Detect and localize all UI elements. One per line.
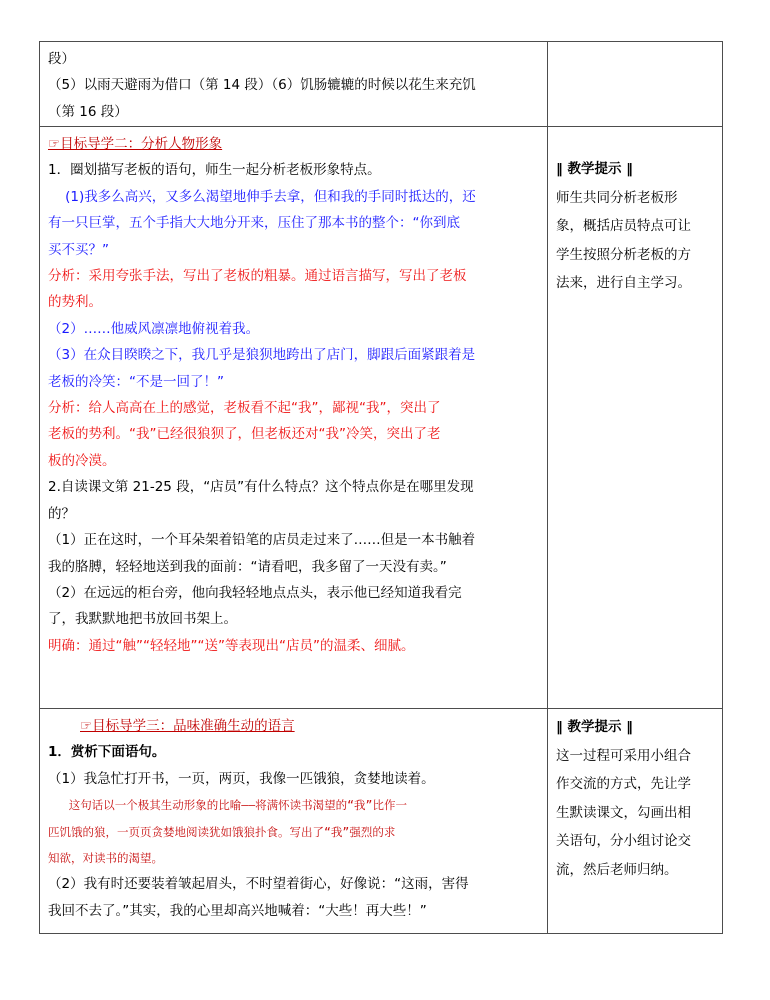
tip-cell (548, 42, 723, 127)
table-row (40, 127, 723, 709)
quote-line: 有一只巨掌，五个手指大大地分开来，压住了那本书的整个：“你到底 (48, 215, 460, 232)
clerk-line: （2）在远远的柜台旁，他向我轻轻地点点头，表示他已经知道我看完 (48, 584, 462, 601)
question-1: 1．赏析下面语句。 (48, 744, 166, 761)
teaching-tip-line: 作交流的方式，先让学 (556, 776, 691, 792)
teaching-tip-line: 流，然后老师归纳。 (556, 861, 678, 878)
conclusion-line: 明确：通过“触”“轻轻地”“送”等表现出“店员”的温柔、细腻。 (48, 637, 415, 654)
content-cell (40, 127, 548, 709)
table-row (40, 42, 723, 127)
sentence-line: 我回不去了。”其实，我的心里却高兴地喊着：“大些！再大些！” (48, 902, 427, 919)
question-2: 2.自读课文第 21-25 段，“店员”有什么特点？这个特点你是在哪里发现 (48, 479, 474, 496)
table-row (40, 709, 723, 934)
note-line: 这句话以一个极其生动形象的比喻——将满怀读书渴望的“我”比作一 (48, 798, 407, 813)
tip-cell (548, 709, 723, 934)
analysis-line: 老板的势利。“我”已经很狼狈了，但老板还对“我”冷笑，突出了老 (48, 426, 441, 443)
question-2: 的？ (48, 505, 75, 522)
teaching-tip-title: ‖ 教学提示 ‖ (556, 719, 633, 735)
tip-cell (548, 127, 723, 709)
clerk-line: 我的胳膊，轻轻地送到我的面前：“请看吧，我多留了一天没有卖。” (48, 558, 447, 575)
content-cell (40, 709, 548, 934)
teaching-tip-line: 生默读课文，勾画出相 (556, 804, 691, 821)
section-heading-goal2: ☞目标导学二：分析人物形象 (48, 136, 223, 152)
quote-line: （2）……他威风凛凛地俯视着我。 (48, 320, 260, 337)
text-line: 段） (48, 51, 75, 67)
question-1: 1．圈划描写老板的语句，师生一起分析老板形象特点。 (48, 162, 381, 179)
note-line: 匹饥饿的狼，一页页贪婪地阅读犹如饿狼扑食。写出了“我”强烈的求 (48, 824, 396, 839)
lesson-table (39, 41, 723, 934)
clerk-line: （1）正在这时，一个耳朵架着铅笔的店员走过来了……但是一本书触着 (48, 532, 476, 549)
teaching-tip-title: ‖ 教学提示 ‖ (556, 161, 633, 177)
content-cell (40, 42, 548, 127)
quote-line: (1)我多么高兴，又多么渴望地伸手去拿，但和我的手同时抵达的，还 (48, 188, 476, 205)
teaching-tip-line: 法来，进行自主学习。 (556, 275, 691, 291)
quote-line: 老板的冷笑：“不是一回了！” (48, 373, 224, 390)
text-line: （5）以雨天避雨为借口（第 14 段）（6）饥肠辘辘的时候以花生来充饥 (48, 77, 476, 94)
sentence-line: （2）我有时还要装着皱起眉头，不时望着街心，好像说：“这雨，害得 (48, 876, 469, 893)
section-heading-goal3: ☞目标导学三：品味准确生动的语言 (80, 718, 295, 734)
teaching-tip-line: 学生按照分析老板的方 (556, 246, 691, 263)
note-line: 知欲，对读书的渴望。 (48, 851, 163, 866)
teaching-tip-line: 这一过程可采用小组合 (556, 747, 691, 764)
analysis-line: 的势利。 (48, 294, 102, 311)
analysis-line: 分析：给人高高在上的感觉，老板看不起“我”，鄙视“我”，突出了 (48, 400, 441, 417)
teaching-tip-line: 象，概括店员特点可让 (556, 218, 691, 234)
teaching-tip-line: 关语句，分小组讨论交 (556, 833, 691, 849)
quote-line: （3）在众目睽睽之下，我几乎是狼狈地跨出了店门，脚跟后面紧跟着是 (48, 347, 476, 364)
teaching-tip-line: 师生共同分析老板形 (556, 189, 678, 206)
quote-line: 买不买？” (48, 241, 109, 258)
analysis-line: 板的冷漠。 (48, 452, 116, 469)
analysis-line: 分析：采用夸张手法，写出了老板的粗暴。通过语言描写，写出了老板 (48, 268, 467, 285)
clerk-line: 了，我默默地把书放回书架上。 (48, 611, 237, 628)
sentence-line: （1）我急忙打开书，一页，两页，我像一匹饿狼，贪婪地读着。 (48, 770, 435, 787)
text-line: （第 16 段） (48, 103, 128, 120)
